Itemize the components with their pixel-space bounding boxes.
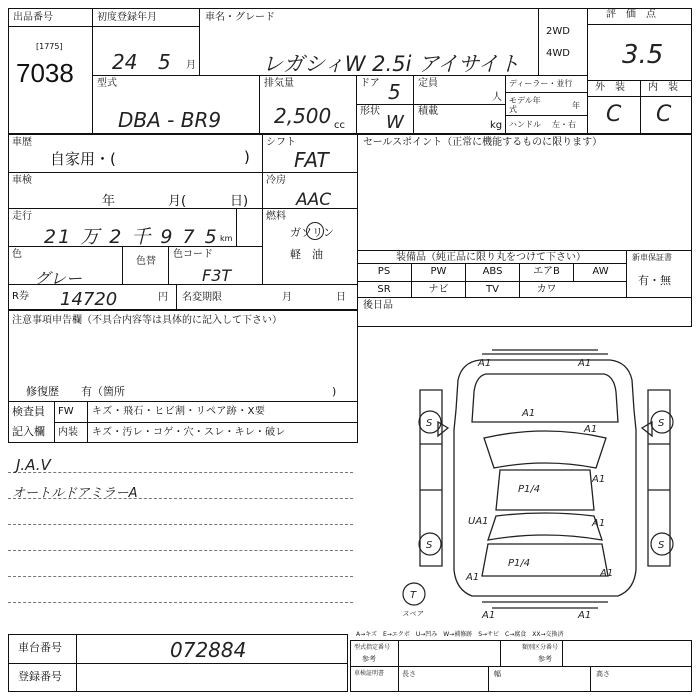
doors-hw: 5 — [388, 80, 401, 104]
insp-month-unit: 月( — [168, 194, 187, 209]
reg-year-hw: 24 — [112, 50, 138, 74]
note-line2: オートルドアミラーA — [12, 486, 138, 501]
recycle-hw: 14720 — [60, 289, 118, 310]
equip-item: エアB — [519, 263, 573, 281]
sales-label: セールスポイント（正常に機能するものに限ります） — [363, 137, 603, 148]
drive-4wd: 4WD — [546, 48, 570, 59]
reference-1: 参考 — [362, 655, 376, 663]
tire-mark-fr: S — [658, 418, 665, 429]
interior-hw: C — [656, 102, 672, 127]
equip-item: ナビ — [411, 281, 465, 298]
legend: A→キズ E→エクボ U→凹み W→補修跡 S→サビ C→腐食 XX→交換済 — [356, 631, 564, 638]
warranty-label: 新車保証書 — [632, 253, 672, 262]
fw-label: FW — [58, 406, 74, 417]
equipment-label: 装備品（純正品に限り丸をつけて下さい） — [396, 252, 586, 263]
equip-item: AW — [573, 263, 627, 281]
disp-label: 排気量 — [264, 78, 294, 89]
mark-3: A1 — [522, 408, 536, 419]
history-value: 自家用・( — [50, 150, 116, 168]
reg-year-label: 初度登録年月 — [97, 12, 157, 23]
drive-box — [538, 8, 588, 76]
car-name-hw: レガシィW 2.5i アイサイト — [262, 52, 520, 76]
mileage-hw: 21 万 2 千 9 7 5 — [44, 226, 219, 248]
inspection-label: 車検 — [12, 175, 32, 186]
shift-label: シフト — [266, 137, 296, 148]
color-code-hw: F3T — [202, 266, 232, 285]
doors-label: ドア — [360, 78, 380, 89]
later-label: 後日品 — [363, 300, 393, 311]
mark-13: A1 — [578, 610, 592, 621]
lot-label: 出品番号 — [13, 12, 53, 23]
cooler-label: 冷房 — [266, 175, 286, 186]
chassis-label: 車台番号 — [18, 641, 62, 654]
reg-month-unit: 月 — [186, 60, 196, 71]
type-designation: 型式指定番号 — [354, 644, 391, 651]
notes-label: 注意事項申告欄（不具合内容等は具体的に記入して下さい） — [12, 315, 282, 326]
capacity-unit: 人 — [492, 92, 502, 103]
eval-hw: 3.5 — [622, 40, 664, 70]
fw-text: キズ・飛石・ヒビ割・リペア跡・X要 — [92, 406, 266, 417]
length-label: 長さ — [402, 670, 416, 678]
dealer-label: ディーラー・並行 — [509, 79, 573, 88]
insp-day-unit: 日) — [230, 194, 249, 209]
int-text: キズ・汚レ・コゲ・穴・スレ・キレ・破レ — [92, 427, 286, 438]
mark-6: A1 — [592, 474, 606, 485]
shape-hw: W — [386, 112, 404, 133]
capacity-label: 定員 — [418, 78, 438, 89]
interior-label: 内 装 — [648, 82, 678, 93]
mark-4: A1 — [584, 424, 598, 435]
later-box — [357, 297, 692, 327]
model-year-label: モデル年式 — [509, 96, 541, 114]
drive-2wd: 2WD — [546, 26, 570, 37]
fuel-diesel: 軽 油 — [290, 248, 323, 261]
eval-label: 評 価 点 — [606, 9, 656, 20]
name-change-month: 月 — [282, 292, 292, 303]
lot-number: 7038 — [16, 58, 74, 88]
vehicle-dims: 車検証明書 — [354, 670, 385, 677]
mark-1: A1 — [478, 358, 492, 369]
mark-10: A1 — [466, 572, 480, 583]
mark-5: P1/4 — [518, 484, 541, 495]
load-label: 積載 — [418, 106, 438, 117]
tire-mark-fl: S — [426, 418, 433, 429]
load-unit: kg — [490, 120, 503, 131]
exterior-label: 外 装 — [595, 82, 625, 93]
mark-12: A1 — [482, 610, 496, 621]
name-change-label: 名変期限 — [182, 292, 222, 303]
color-change-label: 色替 — [136, 256, 156, 267]
record-label: 記入欄 — [12, 425, 45, 438]
recycle-label: R券 — [12, 291, 29, 302]
mark-7: A1 — [592, 518, 606, 529]
spare-label: スペア — [402, 610, 423, 618]
repair-close: ) — [332, 385, 337, 398]
shift-hw: FAT — [294, 148, 329, 172]
equip-item: SR — [377, 284, 391, 295]
mark-8: P1/4 — [508, 558, 531, 569]
cooler-hw: AAC — [296, 190, 332, 210]
history-close: ) — [244, 148, 250, 166]
recycle-unit: 円 — [158, 292, 168, 303]
name-change-day: 日 — [336, 292, 346, 303]
equip-item: カワ — [519, 281, 573, 298]
width-label: 幅 — [494, 670, 501, 678]
fuel-circle — [306, 222, 324, 240]
model-hw: DBA - BR9 — [118, 108, 222, 132]
model-year-unit: 年 — [572, 101, 580, 110]
shape-label: 形状 — [360, 106, 380, 117]
warranty-value: 有・無 — [638, 274, 671, 287]
equip-item: PS — [377, 266, 391, 277]
int-label: 内装 — [58, 427, 78, 438]
note-line1: J.A.V — [16, 456, 51, 474]
category-no: 類別区分番号 — [522, 644, 559, 651]
mark-2: A1 — [578, 358, 592, 369]
equip-item: PW — [411, 263, 465, 281]
color-label: 色 — [12, 249, 22, 260]
exterior-hw: C — [606, 102, 622, 127]
handle-value: 左・右 — [552, 120, 576, 129]
equipment-row1 — [357, 263, 627, 281]
sales-box — [357, 134, 692, 251]
equip-item: ABS — [465, 263, 519, 281]
fuel-label: 燃料 — [266, 211, 286, 222]
insp-year-unit: 年 — [102, 194, 116, 209]
mileage-label: 走行 — [12, 211, 32, 222]
history-label: 車歴 — [12, 137, 32, 148]
tire-mark-rr: S — [658, 540, 665, 551]
inspector-label: 検査員 — [12, 405, 45, 418]
equip-item: TV — [465, 281, 519, 298]
mark-11: A1 — [600, 568, 614, 579]
disp-hw: 2,500 — [274, 104, 332, 128]
mark-9: UA1 — [468, 516, 489, 527]
repair-label: 修復歴 有（箇所 — [26, 385, 125, 398]
equipment-row2 — [357, 281, 573, 298]
height-label: 高さ — [596, 670, 610, 678]
reg-month-hw: 5 — [158, 50, 171, 74]
regno-label: 登録番号 — [18, 670, 62, 683]
reference-2: 参考 — [538, 655, 552, 663]
chassis-hw: 072884 — [170, 638, 247, 662]
handle-label: ハンドル — [509, 120, 541, 129]
spare-mark: T — [410, 590, 417, 601]
mileage-unit: km — [220, 234, 233, 243]
car-name-label: 車名・グレード — [205, 12, 275, 23]
car-diagram — [400, 340, 690, 630]
disp-unit: cc — [334, 120, 345, 131]
color-code-label: 色コード — [173, 249, 213, 260]
fuel-gas: ガソリン — [290, 226, 334, 239]
tire-mark-rl: S — [426, 540, 433, 551]
color-hw: グレー — [34, 269, 83, 288]
model-label: 型式 — [97, 78, 117, 89]
lot-sub: [1775] — [36, 42, 63, 51]
